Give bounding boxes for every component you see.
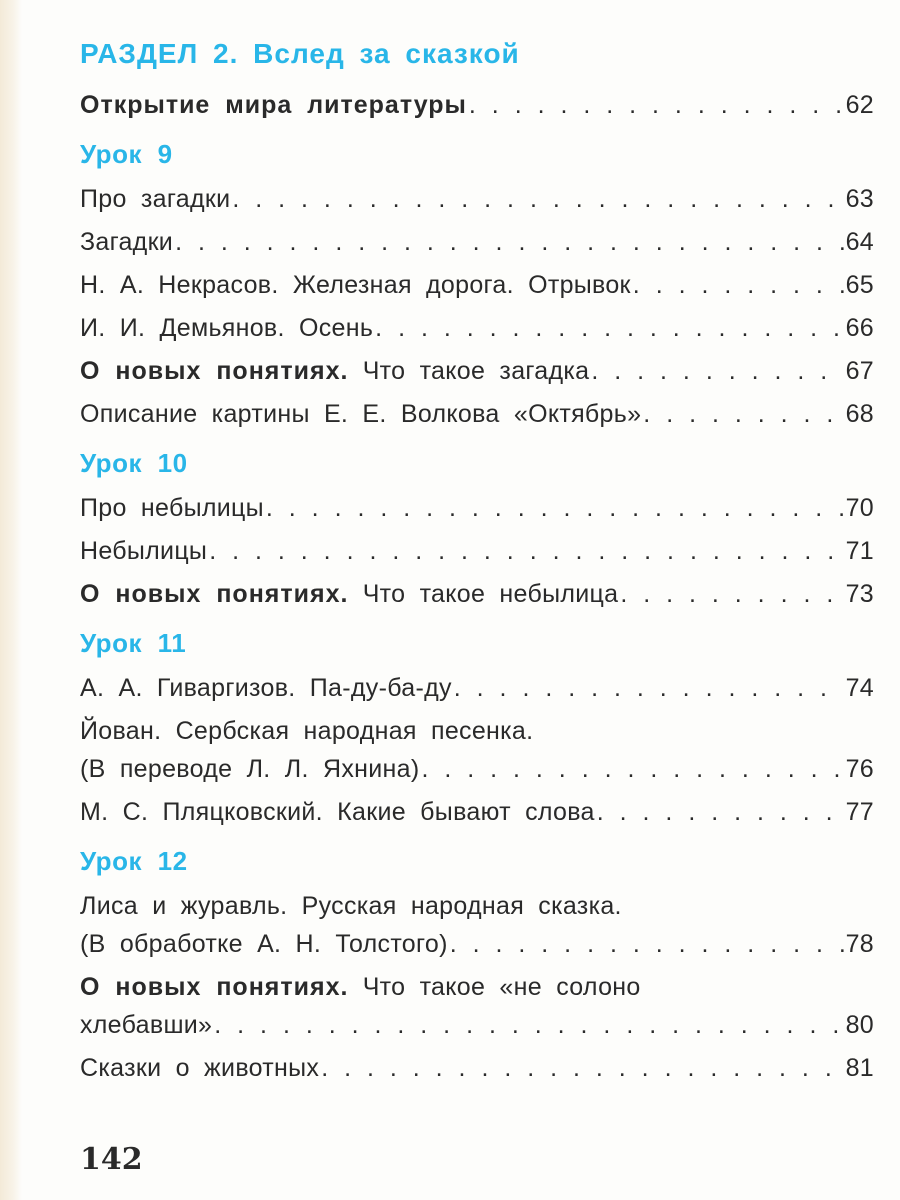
lesson-heading: Урок 9 bbox=[80, 139, 173, 169]
entry-page: 68 bbox=[845, 400, 874, 428]
leader-dots bbox=[266, 489, 844, 527]
leader-dots bbox=[591, 352, 843, 390]
toc-entry bbox=[80, 532, 874, 570]
entry-page: 70 bbox=[845, 494, 874, 522]
entry-title bbox=[80, 395, 641, 433]
leader-dots bbox=[450, 925, 844, 963]
toc-entry bbox=[80, 489, 874, 527]
toc-entry bbox=[80, 712, 874, 788]
entry-title bbox=[80, 309, 373, 347]
leader-dots bbox=[214, 1006, 843, 1044]
toc-entry bbox=[80, 395, 874, 433]
entry-text: Про загадки bbox=[80, 185, 231, 213]
entry-title: Открытие мира литературы bbox=[80, 91, 467, 119]
entry-text: Сказки о животных bbox=[80, 1054, 320, 1082]
entry-text: Загадки bbox=[80, 228, 174, 256]
leader-dots bbox=[633, 266, 844, 304]
leader-dots bbox=[620, 575, 843, 613]
entry-title bbox=[80, 352, 589, 390]
entry-title bbox=[80, 180, 230, 218]
entry-title bbox=[80, 669, 452, 707]
leader-dots bbox=[643, 395, 843, 433]
entry-title bbox=[80, 266, 631, 304]
entry-page: 74 bbox=[845, 674, 874, 702]
entry-page: 71 bbox=[845, 537, 874, 565]
entry-page: 81 bbox=[845, 1054, 874, 1082]
entry-first-line-text: Йован. Сербская народная песенка. bbox=[80, 717, 534, 745]
table-of-contents bbox=[80, 34, 874, 1092]
section-title: РАЗДЕЛ 2. Вслед за сказкой bbox=[80, 38, 520, 69]
entry-page: 63 bbox=[845, 185, 874, 213]
lesson-heading: Урок 10 bbox=[80, 448, 188, 478]
entry-title bbox=[80, 489, 264, 527]
entry-page: 66 bbox=[845, 314, 874, 342]
lessons-container bbox=[80, 134, 874, 1087]
entry-page: 76 bbox=[845, 755, 874, 783]
entry-title bbox=[80, 575, 618, 613]
toc-entry bbox=[80, 669, 874, 707]
lesson-heading: Урок 11 bbox=[80, 628, 187, 658]
entry-text: (В переводе Л. Л. Яхнина) bbox=[80, 755, 420, 783]
entry-text: Что такое небылица bbox=[362, 580, 619, 608]
page-edge bbox=[0, 0, 22, 1200]
toc-entry bbox=[80, 309, 874, 347]
entry-page: 64 bbox=[845, 228, 874, 256]
leader-dots bbox=[209, 532, 843, 570]
entry-bold-prefix: О новых понятиях. bbox=[80, 973, 349, 1001]
entry-text: Про небылицы bbox=[80, 494, 264, 522]
toc-entry bbox=[80, 968, 874, 1044]
leader-dots bbox=[232, 180, 843, 218]
entry-text: А. А. Гиваргизов. Па-ду-ба-ду bbox=[80, 674, 452, 702]
toc-entry bbox=[80, 223, 874, 261]
entry-page: 67 bbox=[845, 357, 874, 385]
toc-entry bbox=[80, 1049, 874, 1087]
entry-text: Н. А. Некрасов. Железная дорога. Отрывок bbox=[80, 271, 631, 299]
entry-first-line-text: Лиса и журавль. Русская народная сказка. bbox=[80, 892, 622, 920]
leader-dots bbox=[375, 309, 843, 347]
entry-title bbox=[80, 1006, 212, 1044]
entry-title bbox=[80, 532, 207, 570]
entry-title bbox=[80, 1049, 319, 1087]
entry-page: 73 bbox=[845, 580, 874, 608]
entry-bold-prefix: О новых понятиях. bbox=[80, 357, 349, 385]
toc-entry bbox=[80, 266, 874, 304]
leader-dots bbox=[421, 750, 843, 788]
leader-dots bbox=[454, 669, 844, 707]
entry-page: 62 bbox=[845, 91, 874, 119]
entry-page: 65 bbox=[845, 271, 874, 299]
entry-text: Небылицы bbox=[80, 537, 208, 565]
entry-text: (В обработке А. Н. Толстого) bbox=[80, 930, 448, 958]
entry-first-line bbox=[80, 968, 874, 1006]
entry-first-line bbox=[80, 887, 874, 925]
leader-dots bbox=[469, 86, 844, 124]
entry-page: 78 bbox=[845, 930, 874, 958]
entry-bold-prefix: О новых понятиях. bbox=[80, 580, 349, 608]
toc-entry bbox=[80, 86, 874, 124]
toc-entry bbox=[80, 575, 874, 613]
leader-dots bbox=[175, 223, 844, 261]
toc-entry bbox=[80, 352, 874, 390]
entry-title bbox=[80, 750, 419, 788]
entry-title bbox=[80, 223, 173, 261]
entry-first-line bbox=[80, 712, 874, 750]
toc-entry bbox=[80, 793, 874, 831]
entry-first-line-text: Что такое «не солоно bbox=[362, 973, 641, 1001]
entry-text: Что такое загадка bbox=[362, 357, 590, 385]
toc-entry bbox=[80, 887, 874, 963]
leader-dots bbox=[321, 1049, 843, 1087]
entry-title bbox=[80, 925, 448, 963]
entry-title bbox=[80, 793, 595, 831]
entry-page: 77 bbox=[845, 798, 874, 826]
leader-dots bbox=[597, 793, 844, 831]
entry-text: Описание картины Е. Е. Волкова «Октябрь» bbox=[80, 400, 642, 428]
entry-text: М. С. Пляцковский. Какие бывают слова bbox=[80, 798, 595, 826]
entry-page: 80 bbox=[845, 1011, 874, 1039]
entry-text: И. И. Демьянов. Осень bbox=[80, 314, 374, 342]
page-number: 142 bbox=[80, 1142, 143, 1177]
entry-text: хлебавши» bbox=[80, 1011, 213, 1039]
toc-entry bbox=[80, 180, 874, 218]
lesson-heading: Урок 12 bbox=[80, 846, 188, 876]
